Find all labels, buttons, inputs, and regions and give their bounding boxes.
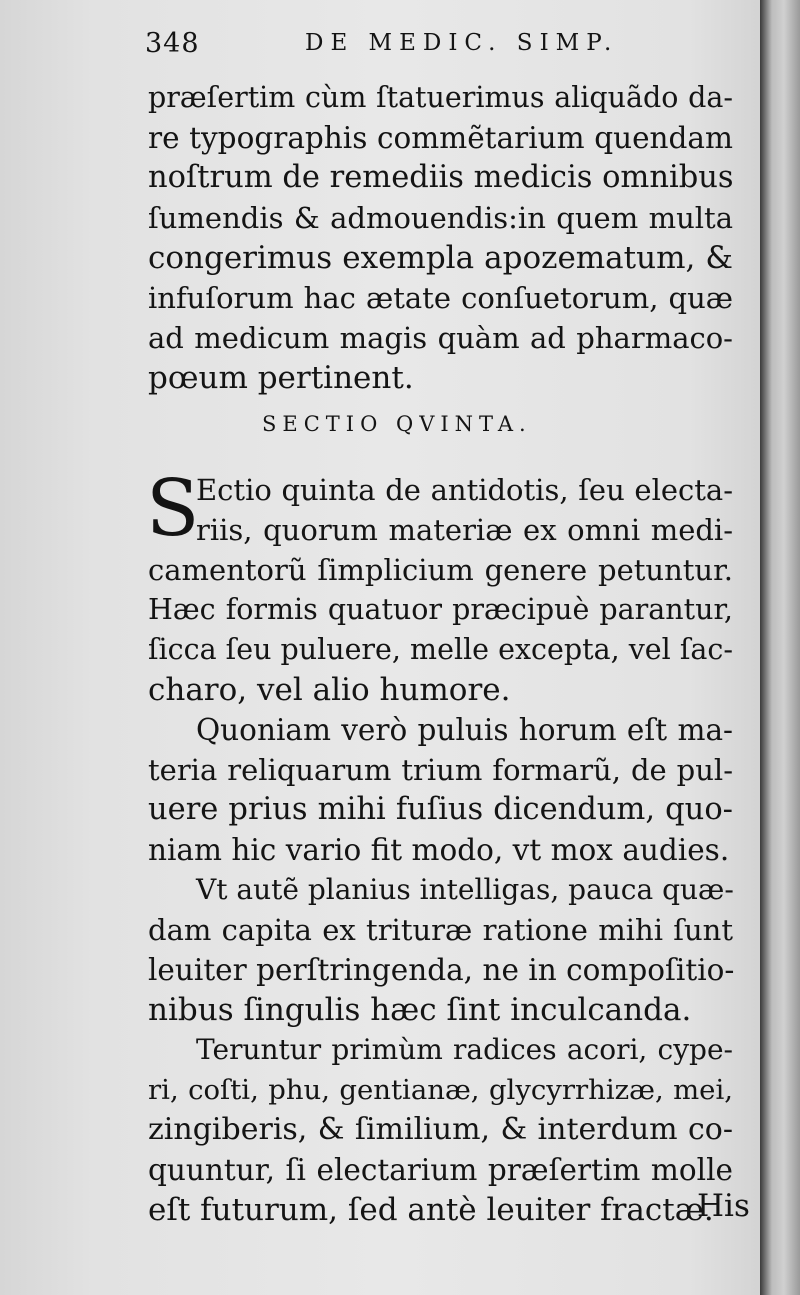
text-block-section [146,464,735,1230]
text-line: uere prius mihi fuſius dicendum, quo- [148,792,733,827]
text-line: noſtrum de remediis medicis omnibus [148,160,734,195]
text-line: riis, quorum materiæ ex omni medi- [196,513,733,547]
text-block-intro [148,78,733,398]
text-line: re typographis commẽtarium quendam [148,121,733,155]
text-line: dam capita ex trituræ ratione mihi ſunt [148,913,733,947]
text-line: Hæc formis quatuor præcipuè parantur, [148,593,733,626]
text-line: infuſorum hac ætate conſuetorum, quæ [148,281,733,315]
text-line: ad medicum magis quàm ad pharmaco- [148,321,733,355]
text-line: eſt futurum, ſed antè leuiter fractæ. [148,1192,714,1228]
text-line: ſicca ſeu puluere, melle excepta, vel ſac- [148,633,733,666]
page-gutter-edge [760,0,800,1295]
text-line: niam hic vario fit modo, vt mox audies. [148,833,730,867]
paragraph [148,710,733,870]
text-line: Vt autẽ planius intelligas, pauca quæ- [196,873,734,906]
text-line: pœum pertinent. [148,360,414,396]
text-line: Ectio quinta de antidotis, ſeu electa- [196,473,733,507]
text-line: ſumendis & admouendis:in quem multa [148,201,733,235]
paragraph [146,464,733,710]
text-line: camentorũ ſimplicium genere petuntur. [148,553,733,587]
text-line: nibus ſingulis hæc ſint inculcanda. [148,992,692,1028]
text-line: charo, vel alio humore. [148,672,511,708]
drop-cap: S [146,464,200,554]
text-line: ri, coſti, phu, gentianæ, glycyrrhizæ, mei, [148,1074,733,1106]
text-line: quuntur, ſi electarium præſertim molle [148,1153,733,1187]
catchword: His [697,1188,750,1224]
text-line: præſertim cùm ſtatuerimus aliquãdo da- [148,81,733,114]
text-line: zingiberis, & ſimilium, & interdum co- [148,1112,733,1147]
text-line: Quoniam verò puluis horum eſt ma- [196,713,733,747]
paragraph [148,870,733,1030]
page-header [145,28,705,68]
section-heading: SECTIO QVINTA. [262,412,532,436]
text-line: leuiter perſtringenda, ne in compoſitio- [148,953,735,987]
text-line: Teruntur primùm radices acori, cype- [196,1033,733,1066]
text-line: teria reliquarum trium formarũ, de pul- [148,753,733,787]
text-line: congerimus exempla apozematum, & [148,240,733,276]
paragraph [148,1030,733,1230]
page-number: 348 [145,28,200,59]
running-title: DE MEDIC. SIMP. [305,30,619,56]
